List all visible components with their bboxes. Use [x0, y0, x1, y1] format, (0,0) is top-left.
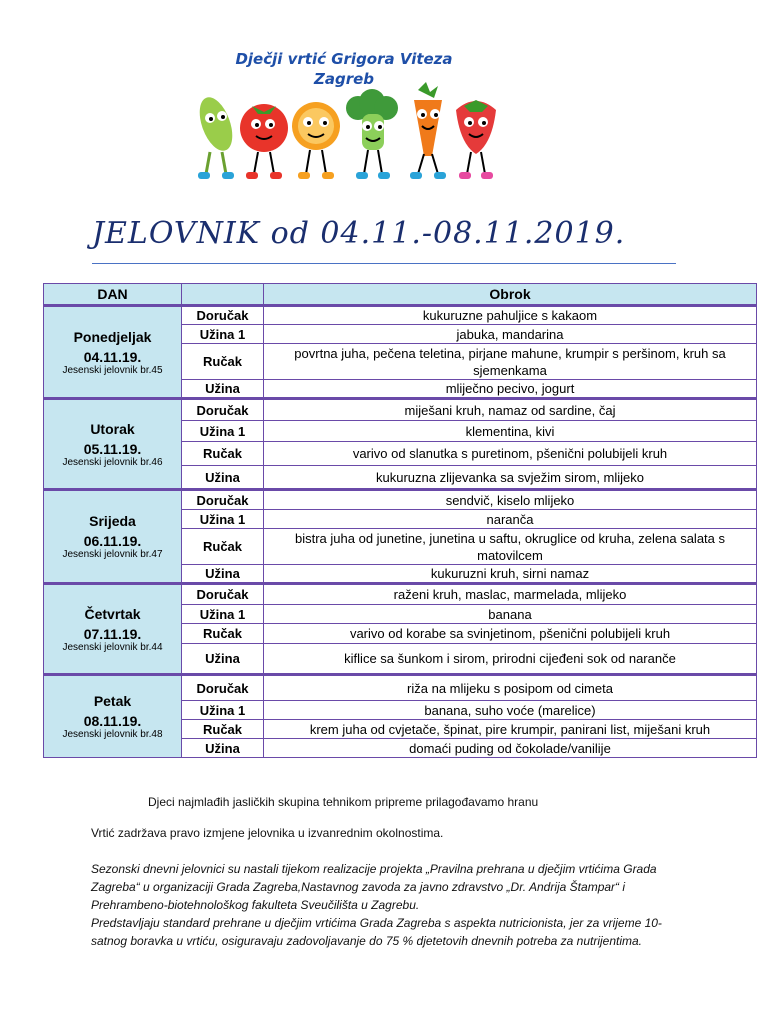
table-row — [44, 306, 757, 325]
day-name: Ponedjeljak — [73, 328, 152, 345]
day-cell — [44, 675, 182, 758]
day-cell — [44, 584, 182, 675]
meal-food: kukuruzne pahuljice s kakaom — [264, 306, 757, 325]
meal-label: Doručak — [182, 584, 264, 605]
meal-label: Doručak — [182, 675, 264, 701]
meal-label: Užina 1 — [182, 421, 264, 442]
day-cell — [44, 490, 182, 584]
meal-label: Užina 1 — [182, 325, 264, 344]
logo-title-line2: Zagreb — [313, 70, 375, 88]
meal-food: kiflice sa šunkom i sirom, prirodni cijeđeni sok od naranče — [264, 644, 757, 675]
table-row — [44, 490, 757, 510]
project-info — [91, 860, 691, 950]
meal-label: Doručak — [182, 399, 264, 421]
day-menu-note: Jesenski jelovnik br.45 — [62, 364, 163, 376]
broccoli-icon — [346, 89, 398, 179]
day-menu-note: Jesenski jelovnik br.44 — [62, 641, 163, 653]
day-menu-note: Jesenski jelovnik br.48 — [62, 729, 163, 740]
weekly-menu-table — [43, 283, 757, 758]
meal-food: povrtna juha, pečena teletina, pirjane mahune, krumpir s peršinom, kruh sa sjemenkama — [264, 344, 757, 380]
day-date: 07.11.19. — [83, 625, 142, 642]
page-title: JELOVNIK od 04.11.-08.11.2019. — [92, 216, 626, 251]
day-date: 04.11.19. — [83, 348, 142, 365]
meal-label: Ručak — [182, 344, 264, 380]
logo-title-line1: Dječji vrtić Grigora Viteza — [235, 50, 453, 68]
meal-food: krem juha od cvjetače, špinat, pire krumpir, panirani list, miješani kruh — [264, 720, 757, 739]
day-date: 05.11.19. — [83, 440, 142, 457]
day-menu-note: Jesenski jelovnik br.47 — [62, 549, 163, 560]
project-info-paragraph-2: Predstavljaju standard prehrane u dječjim vrtićima Grada Zagreba s aspekta nutricionista, jer za vrijeme 10-satnog boravka u vrtiću, osiguravaju zadovoljavanje do 75 % djetetovih dnevnih potreba za nutrijentima. — [91, 916, 662, 948]
meal-label: Ručak — [182, 720, 264, 739]
meal-food: domaći puding od čokolade/vanilije — [264, 739, 757, 758]
day-cell — [44, 399, 182, 490]
meal-food: sendvič, kiselo mlijeko — [264, 490, 757, 510]
meal-label: Ručak — [182, 624, 264, 644]
day-name: Četvrtak — [84, 605, 141, 622]
meal-label: Užina — [182, 380, 264, 399]
meal-label: Užina 1 — [182, 605, 264, 624]
table-header-row — [44, 284, 757, 306]
tomato-icon — [240, 104, 288, 179]
day-name: Utorak — [90, 420, 135, 437]
meal-label: Užina — [182, 644, 264, 675]
day-date: 06.11.19. — [83, 533, 142, 549]
meal-food: jabuka, mandarina — [264, 325, 757, 344]
day-name: Srijeda — [89, 513, 136, 529]
meal-food: riža na mlijeku s posipom od cimeta — [264, 675, 757, 701]
meal-food: bistra juha od junetine, junetina u saftu, okruglice od kruha, zelena salata s matovilcem — [264, 529, 757, 565]
meal-food: kukuruzni kruh, sirni namaz — [264, 565, 757, 584]
vegetable-characters-icon — [186, 82, 502, 190]
day-name: Petak — [93, 693, 132, 709]
table-row — [44, 584, 757, 605]
meal-food: kukuruzna zlijevanka sa svježim sirom, mlijeko — [264, 466, 757, 490]
header-day: DAN — [44, 284, 182, 306]
note-menu-changes: Vrtić zadržava pravo izmjene jelovnika u izvanrednim okolnostima. — [91, 826, 444, 840]
meal-label: Užina — [182, 565, 264, 584]
orange-icon — [292, 102, 340, 179]
table-row — [44, 675, 757, 701]
pea-pod-icon — [193, 93, 238, 179]
meal-food: raženi kruh, maslac, marmelada, mlijeko — [264, 584, 757, 605]
meal-label: Doručak — [182, 306, 264, 325]
meal-label: Užina — [182, 466, 264, 490]
meal-food: varivo od slanutka s puretinom, pšenični polubijeli kruh — [264, 442, 757, 466]
day-cell — [44, 306, 182, 399]
meal-label: Užina — [182, 739, 264, 758]
meal-food: klementina, kivi — [264, 421, 757, 442]
meal-food: banana — [264, 605, 757, 624]
meal-food: mliječno pecivo, jogurt — [264, 380, 757, 399]
note-toddlers: Djeci najmlađih jasličkih skupina tehnikom pripreme prilagođavamo hranu — [148, 795, 539, 809]
day-date: 08.11.19. — [83, 713, 142, 729]
meal-label: Užina 1 — [182, 701, 264, 720]
carrot-icon — [410, 82, 446, 179]
header-food: Obrok — [264, 284, 757, 306]
day-menu-note: Jesenski jelovnik br.46 — [62, 456, 163, 468]
meal-label: Užina 1 — [182, 510, 264, 529]
meal-label: Doručak — [182, 490, 264, 510]
title-underline — [92, 263, 676, 264]
table-row — [44, 399, 757, 421]
header-meal — [182, 284, 264, 306]
meal-food: banana, suho voće (marelice) — [264, 701, 757, 720]
meal-food: naranča — [264, 510, 757, 529]
meal-food: varivo od korabe sa svinjetinom, pšenični polubijeli kruh — [264, 624, 757, 644]
project-info-paragraph-1: Sezonski dnevni jelovnici su nastali tijekom realizacije projekta „Pravilna prehrana u dječjim vrtićima Grada Zagreba“ u organizaciji Grada Zagreba,Nastavnog zavoda za javno zdravstvo „Dr. Andrija Štampar“ i Prehrambeno-biotehnološkog fakulteta Sveučilišta u Zagrebu. — [91, 862, 657, 912]
meal-label: Ručak — [182, 442, 264, 466]
meal-label: Ručak — [182, 529, 264, 565]
strawberry-icon — [456, 100, 496, 179]
meal-food: miješani kruh, namaz od sardine, čaj — [264, 399, 757, 421]
kindergarten-logo — [186, 44, 502, 190]
